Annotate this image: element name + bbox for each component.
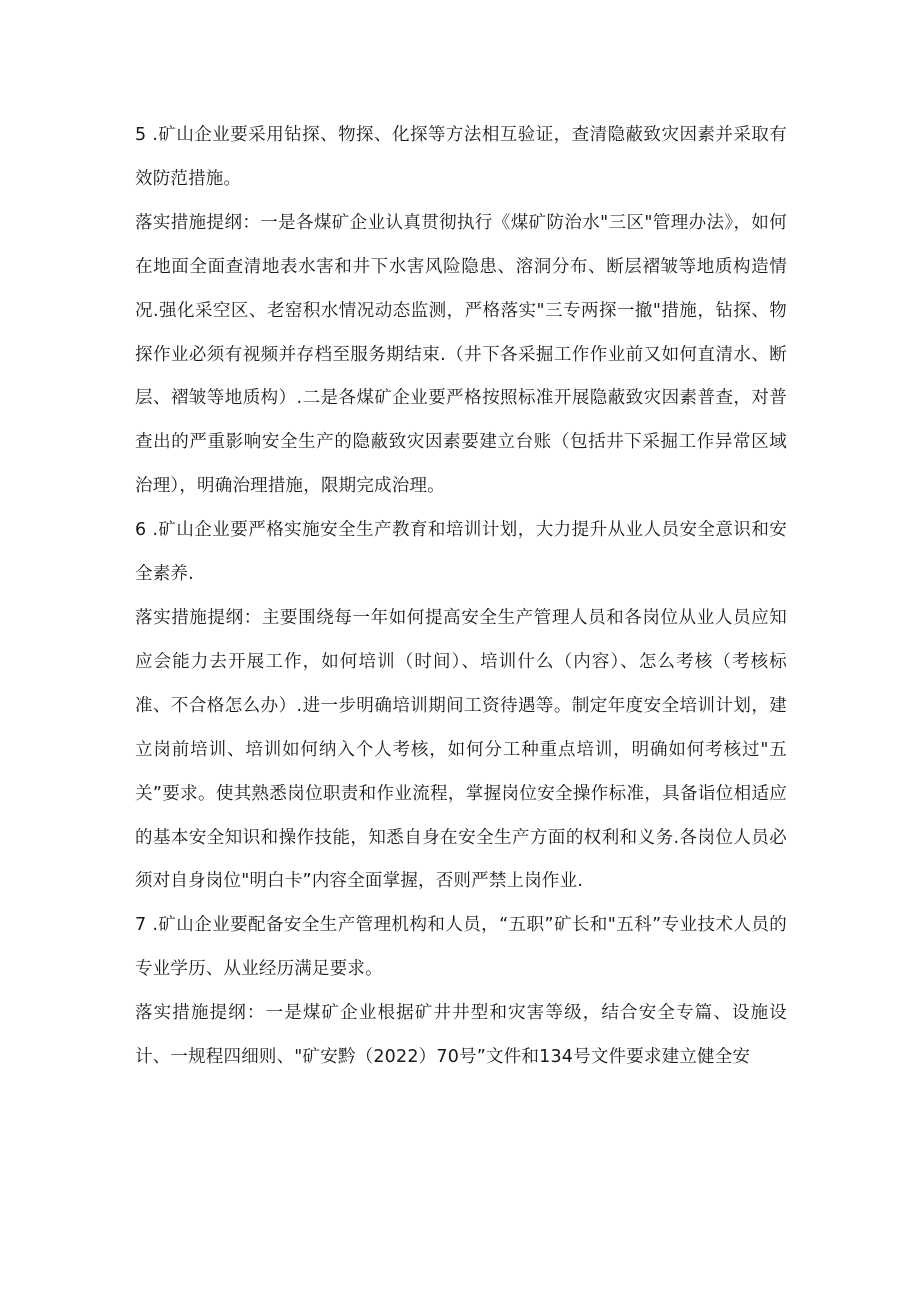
- item-5-paragraph: 5 .矿山企业要采用钻探、物探、化探等方法相互验证，查清隐蔽致灾因素并采取有效防范措施。: [135, 125, 787, 189]
- item-7-measures-paragraph: 落实措施提纲：一是煤矿企业根据矿井井型和灾害等级，结合安全专篇、设施设计、一规程四细则、"矿安黔（2022）70号”文件和134号文件要求建立健全安: [135, 1003, 787, 1068]
- item-6-paragraph: 6 .矿山企业要严格实施安全生产教育和培训计划，大力提升从业人员安全意识和安全素养.: [135, 520, 787, 585]
- document-body: [135, 114, 787, 1080]
- item-5-measures-paragraph: 落实措施提纲：一是各煤矿企业认真贯彻执行《煤矿防治水"三区"管理办法》，如何在地面全面查清地表水害和井下水害风险隐患、溶洞分布、断层褶皱等地质构造情况.强化采空区、老窑积水情况动态监测，严格落实"三专两探一撤"措施，钻探、物探作业必须有视频并存档至服务期结束.（井下各采掘工作作业前又如何直清水、断层、褶皱等地质构）.二是各煤矿企业要严格按照标准开展隐蔽致灾因素普查，对普查出的严重影响安全生产的隐蔽致灾因素要建立台账（包括井下采掘工作异常区域治理），明确治理措施，限期完成治理。: [135, 212, 787, 497]
- item-7-paragraph: 7 .矿山企业要配备安全生产管理机构和人员，“五职”矿长和"五科”专业技术人员的专业学历、从业经历满足要求。: [135, 915, 787, 980]
- item-6-measures-paragraph: 落实措施提纲：主要围绕每一年如何提高安全生产管理人员和各岗位从业人员应知应会能力去开展工作，如何培训（时间）、培训什么（内容）、怎么考核（考核标准、不合格怎么办）.进一步明确培训期间工资待遇等。制定年度安全培训计划，建立岗前培训、培训如何纳入个人考核，如何分工种重点培训，明确如何考核过"五关”要求。使其熟悉岗位职责和作业流程，掌握岗位安全操作标准，具备诣位相适应的基本安全知识和操作技能，知悉自身在安全生产方面的权利和义务.各岗位人员必须对自身岗位"明白卡”内容全面掌握，否则严禁上岗作业.: [135, 607, 787, 892]
